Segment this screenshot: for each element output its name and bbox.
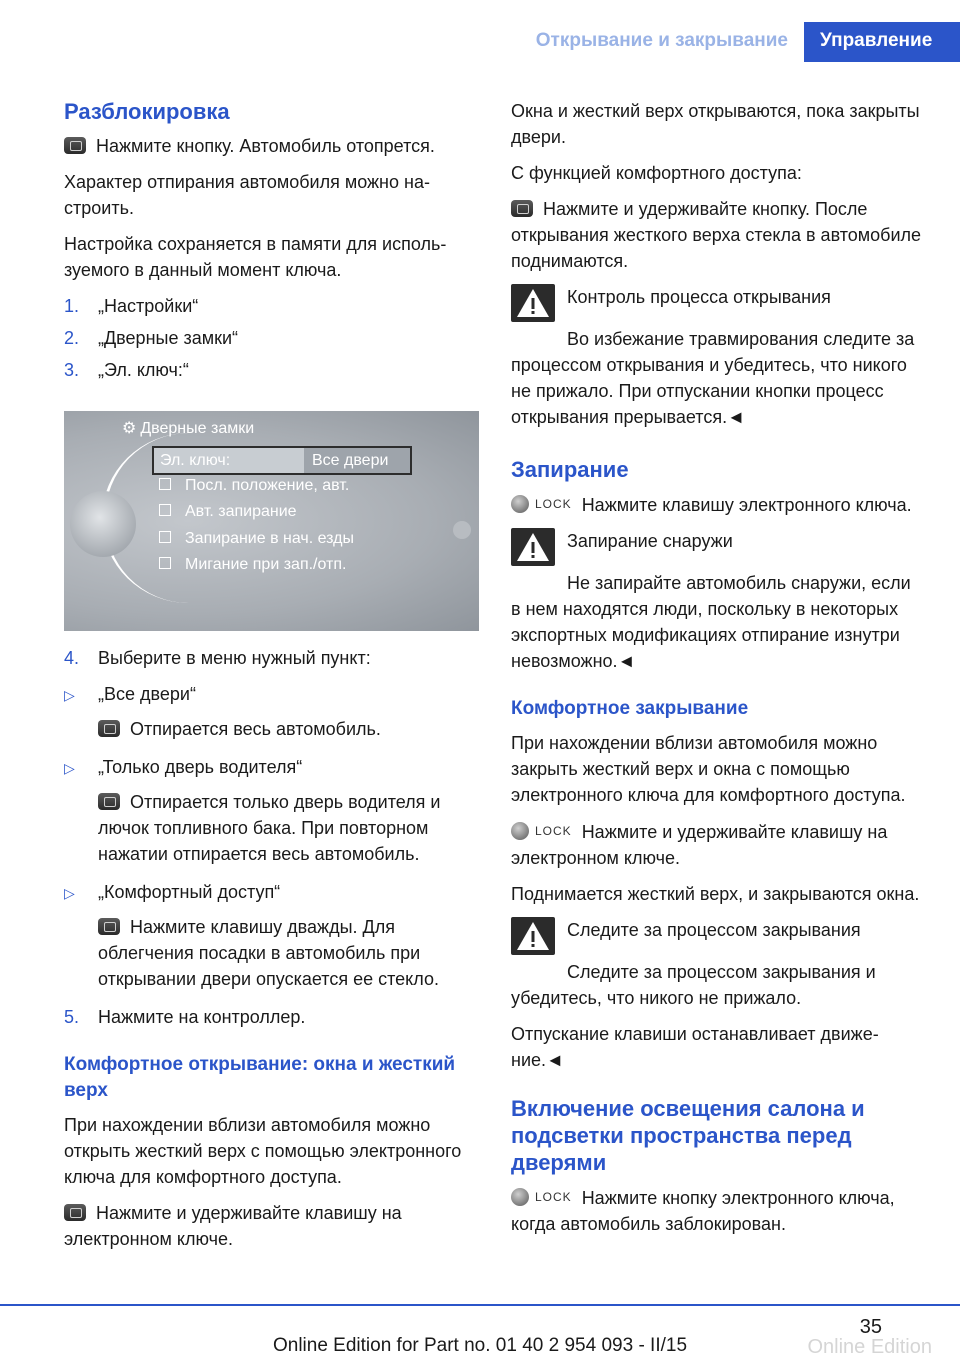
step-text: Нажмите на контроллер. [98, 1007, 306, 1027]
screen-option-text: Посл. положение, авт. [185, 477, 350, 494]
steps-list-end [64, 1004, 479, 1030]
comfort-access-paragraph: С функцией комфортного доступа: [511, 163, 802, 183]
sub-option-text: Отпирается весь автомобиль. [130, 719, 381, 739]
lock-label: LOCK [535, 824, 572, 838]
lock-label: LOCK [535, 1190, 572, 1204]
chapter-tab: Управление [804, 22, 960, 62]
fob-icon [511, 495, 529, 513]
sub-options-list [64, 681, 479, 992]
section-tab: Открывание и закрывание [535, 30, 788, 51]
footer-rule [0, 1304, 960, 1306]
controller-knob-icon [70, 491, 136, 557]
comfort-close-paragraph: При нахождении вблизи автомобиля можно закрыть жесткий верх и окна с помощью электронного ключа для комфортного доступа. [511, 733, 906, 805]
step-text: „Эл. ключ:“ [98, 360, 189, 380]
step-number: 3. [64, 360, 80, 380]
release-paragraph: Отпускание клавиши останавливает движение.◄ [511, 1024, 879, 1070]
settings-paragraph: Характер отпирания автомобиля можно настроить. [64, 172, 430, 218]
lock-key-icon [511, 818, 572, 844]
key-button-icon [98, 918, 120, 935]
idrive-screen-image [64, 411, 479, 631]
heading-lock: Запирание [511, 457, 629, 482]
checkbox-icon [159, 478, 171, 490]
sub-option-body [98, 914, 479, 992]
key-button-icon [511, 200, 533, 217]
sub-option-text: Отпирается только дверь водителя и лючок топливного бака. При повторном нажатии отпирается весь автомобиль. [98, 792, 441, 864]
key-button-icon [64, 1204, 86, 1221]
gear-icon: ⚙ [122, 420, 137, 437]
screen-option-text: Запирание в нач. езды [185, 530, 354, 547]
lock-key-icon [511, 1184, 572, 1210]
sub-option [64, 879, 479, 992]
comfort-open-paragraph: При нахождении вблизи автомобиля можно открыть жесткий верх с помощью электронного ключа для комфортного доступа. [64, 1115, 462, 1187]
sub-option-label: „Комфортный доступ“ [98, 882, 281, 902]
step-number: 1. [64, 296, 80, 316]
warning-body: Во избежание травмирования следите за процессом открывания и убедитесь, что никого не прижало. При отпускании кнопки процесс открывания прерывается.◄ [511, 329, 915, 427]
page-number: 35 [859, 1316, 882, 1338]
lock-paragraph [511, 491, 925, 518]
hold-button-paragraph [511, 196, 925, 274]
sub-option [64, 681, 479, 742]
step-number: 2. [64, 328, 80, 348]
step-5 [64, 1004, 479, 1030]
screen-option-text: Мигание при зап./отп. [185, 556, 347, 573]
memory-paragraph: Настройка сохраняется в памяти для используемого в данный момент ключа. [64, 234, 447, 280]
warning-title: Запирание снаружи [567, 531, 733, 551]
comfort-close-action-text: Нажмите и удерживайте клавишу на электронном ключе. [511, 822, 888, 868]
screen-selected-row [152, 446, 412, 475]
heading-comfort-close: Комфортное закрывание [511, 698, 749, 719]
right-column [511, 98, 925, 1247]
heading-unlock: Разблокировка [64, 99, 230, 124]
screen-option [159, 473, 349, 499]
lock-label: LOCK [535, 497, 572, 511]
interior-light-text: Нажмите кнопку электронного ключа, когда автомобиль заблокирован. [511, 1188, 895, 1234]
windows-paragraph: Окна и жесткий верх открываются, пока закрыты двери. [511, 101, 920, 147]
interior-light-paragraph [511, 1184, 925, 1237]
key-button-icon [64, 137, 86, 154]
step-number: 4. [64, 648, 80, 668]
warning-body: Следите за процессом закрывания и убедитесь, что никого не прижало. [511, 962, 876, 1008]
warning-body: Не запирайте автомобиль снаружи, если в нем находятся люди, поскольку в некоторых экспортных модификациях отпирание изнутри невозможно.◄ [511, 573, 911, 671]
triangle-bullet-icon: ▷ [64, 687, 75, 703]
sub-option-text: Нажмите клавишу дважды. Для облегчения посадки в автомобиль при открывании двери опускается ее стекло. [98, 917, 439, 989]
warning-lock-outside [511, 528, 925, 566]
step-3 [64, 357, 479, 383]
warning-triangle-icon [511, 917, 555, 955]
sub-option-body [98, 789, 479, 867]
screen-title [122, 416, 254, 442]
step-text: „Дверные замки“ [98, 328, 239, 348]
warning-triangle-icon [511, 528, 555, 566]
unlock-text: Нажмите кнопку. Автомобиль отопрется. [96, 136, 435, 156]
unlock-paragraph [64, 133, 479, 159]
sub-option-label: „Все двери“ [98, 684, 196, 704]
warning-opening [511, 284, 925, 322]
warning-closing [511, 917, 925, 955]
checkbox-icon [159, 557, 171, 569]
heading-interior-light: Включение освещения салона и подсветки пространства перед дверями [511, 1096, 865, 1175]
warning-triangle-icon [511, 284, 555, 322]
step-text: Выберите в меню нужный пункт: [98, 648, 371, 668]
header-tabs [536, 22, 960, 62]
screen-side-icon [453, 521, 471, 539]
comfort-open-action [64, 1200, 479, 1252]
lock-key-icon [511, 491, 572, 517]
sub-option-label: „Только дверь водителя“ [98, 757, 303, 777]
steps-list-cont [64, 645, 479, 671]
step-number: 5. [64, 1007, 80, 1027]
key-button-icon [98, 793, 120, 810]
screen-option [159, 552, 346, 578]
screen-option-text: Авт. запирание [185, 503, 297, 520]
warning-title: Контроль процесса открывания [567, 287, 831, 307]
screen-option [159, 499, 297, 525]
triangle-bullet-icon: ▷ [64, 760, 75, 776]
comfort-close-action [511, 818, 925, 871]
lock-text: Нажмите клавишу электронного ключа. [581, 495, 912, 515]
screen-title-text: Дверные замки [140, 420, 255, 437]
fob-icon [511, 822, 529, 840]
step-1 [64, 293, 479, 319]
warning-title: Следите за процессом закрывания [567, 920, 861, 940]
checkbox-icon [159, 504, 171, 516]
key-button-icon [98, 720, 120, 737]
sub-option [64, 754, 479, 867]
fob-icon [511, 1188, 529, 1206]
steps-list [64, 293, 479, 383]
checkbox-icon [159, 531, 171, 543]
triangle-bullet-icon: ▷ [64, 885, 75, 901]
roof-rises-paragraph: Поднимается жесткий верх, и закрываются окна. [511, 884, 920, 904]
step-4 [64, 645, 479, 671]
screen-row-value: Все двери [304, 448, 410, 473]
step-text: „Настройки“ [98, 296, 199, 316]
screen-option [159, 526, 354, 552]
sub-option-body [98, 716, 479, 742]
left-column [64, 98, 479, 1262]
comfort-open-action-text: Нажмите и удерживайте клавишу на электронном ключе. [64, 1203, 402, 1249]
hold-button-text: Нажмите и удерживайте кнопку. После открывания жесткого верха стекла в автомобиле поднимаются. [511, 199, 922, 271]
screen-row-key: Эл. ключ: [160, 452, 231, 469]
heading-comfort-open: Комфортное открывание: окна и жесткий верх [64, 1054, 456, 1101]
edition-footer: Online Edition for Part no. 01 40 2 954 093 - II/15 [272, 1335, 688, 1356]
step-2 [64, 325, 479, 351]
watermark: Online Edition [807, 1336, 932, 1358]
